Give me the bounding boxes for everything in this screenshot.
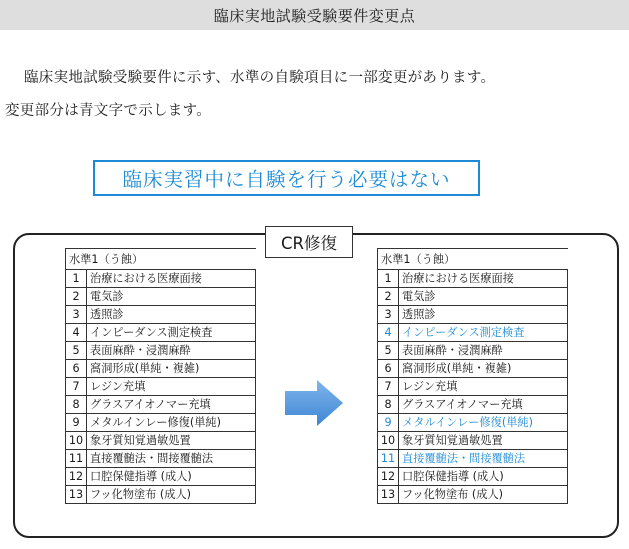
table-row	[378, 288, 568, 306]
row-item: レジン充填	[87, 378, 256, 396]
table-row	[66, 432, 256, 450]
table-row	[378, 360, 568, 378]
table-row	[378, 486, 568, 504]
table-row	[66, 306, 256, 324]
row-number: 3	[378, 306, 399, 324]
row-number: 1	[378, 270, 399, 288]
row-item: 窩洞形成(単純・複雑)	[87, 360, 256, 378]
row-item: 治療における医療面接	[399, 270, 568, 288]
row-number: 2	[378, 288, 399, 306]
table-row	[66, 288, 256, 306]
row-number: 5	[378, 342, 399, 360]
intro-text-line-1: 臨床実地試験受験要件に示す、水準の自験項目に一部変更があります。	[24, 70, 496, 86]
row-item: 透照診	[87, 306, 256, 324]
row-item: 口腔保健指導 (成人)	[399, 468, 568, 486]
table-row	[378, 324, 568, 342]
row-item: グラスアイオノマー充填	[87, 396, 256, 414]
row-number: 3	[66, 306, 87, 324]
table-row	[378, 450, 568, 468]
table-title: 水準1（う蝕）	[378, 249, 568, 270]
row-item: メタルインレー修復(単純)	[87, 414, 256, 432]
cr-restoration-label	[265, 226, 353, 258]
row-item: グラスアイオノマー充填	[399, 396, 568, 414]
row-number: 13	[66, 486, 87, 504]
row-item: 窩洞形成(単純・複雑)	[399, 360, 568, 378]
table-row	[66, 342, 256, 360]
table-row	[378, 342, 568, 360]
row-number: 10	[378, 432, 399, 450]
row-item: 透照診	[399, 306, 568, 324]
table-row	[378, 432, 568, 450]
table-row	[378, 378, 568, 396]
table-row	[378, 396, 568, 414]
row-number: 5	[66, 342, 87, 360]
row-number: 13	[378, 486, 399, 504]
row-number: 6	[378, 360, 399, 378]
before-table	[65, 248, 256, 504]
table-row	[66, 414, 256, 432]
row-number: 4	[66, 324, 87, 342]
row-item: 表面麻酔・浸潤麻酔	[87, 342, 256, 360]
table-row	[66, 360, 256, 378]
notice-box	[93, 160, 480, 196]
row-number: 7	[378, 378, 399, 396]
row-number: 6	[66, 360, 87, 378]
row-number: 12	[66, 468, 87, 486]
table-row	[66, 378, 256, 396]
row-number: 9	[378, 414, 399, 432]
table-row	[66, 324, 256, 342]
row-item: フッ化物塗布 (成人)	[87, 486, 256, 504]
table-row	[378, 270, 568, 288]
table-row	[378, 306, 568, 324]
row-item: インピーダンス測定検査	[87, 324, 256, 342]
table-row	[66, 450, 256, 468]
row-number: 8	[66, 396, 87, 414]
table-row	[378, 468, 568, 486]
table-row	[66, 468, 256, 486]
intro-text-line-2: 変更部分は青文字で示します。	[5, 103, 212, 119]
row-number: 12	[378, 468, 399, 486]
table-row	[66, 486, 256, 504]
page-title: 臨床実地試験受験要件変更点	[213, 6, 416, 25]
row-number: 8	[378, 396, 399, 414]
row-item: レジン充填	[399, 378, 568, 396]
notice-text: 臨床実習中に自験を行う必要はない	[122, 168, 451, 191]
row-number: 10	[66, 432, 87, 450]
table-row	[66, 270, 256, 288]
row-number: 4	[378, 324, 399, 342]
row-item: 治療における医療面接	[87, 270, 256, 288]
row-item: 電気診	[399, 288, 568, 306]
table-title: 水準1（う蝕）	[66, 249, 256, 270]
row-item: メタルインレー修復(単純)	[399, 414, 568, 432]
row-number: 1	[66, 270, 87, 288]
row-item: フッ化物塗布 (成人)	[399, 486, 568, 504]
table-row	[378, 414, 568, 432]
row-item: 表面麻酔・浸潤麻酔	[399, 342, 568, 360]
header-bar	[0, 0, 629, 30]
row-item: インピーダンス測定検査	[399, 324, 568, 342]
cr-label-text: CR修復	[281, 234, 337, 253]
row-number: 9	[66, 414, 87, 432]
row-number: 11	[66, 450, 87, 468]
row-item: 直接覆髄法・間接覆髄法	[399, 450, 568, 468]
row-number: 2	[66, 288, 87, 306]
row-item: 電気診	[87, 288, 256, 306]
row-item: 象牙質知覚過敏処置	[399, 432, 568, 450]
row-number: 7	[66, 378, 87, 396]
row-item: 口腔保健指導 (成人)	[87, 468, 256, 486]
right-arrow-icon	[283, 378, 345, 428]
row-item: 象牙質知覚過敏処置	[87, 432, 256, 450]
row-number: 11	[378, 450, 399, 468]
after-table	[377, 248, 568, 504]
row-item: 直接覆髄法・間接覆髄法	[87, 450, 256, 468]
table-row	[66, 396, 256, 414]
